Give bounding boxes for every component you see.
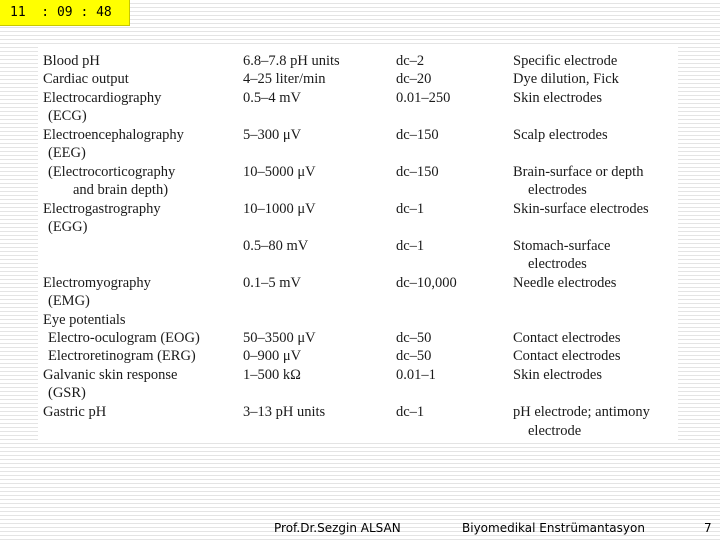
table-row <box>38 366 678 384</box>
method-cell: Scalp electrodes <box>513 127 608 143</box>
footer-course-title: Biyomedikal Enstrümantasyon <box>462 521 645 535</box>
method-cell: Skin electrodes <box>513 90 602 106</box>
method-cell: pH electrode; antimony <box>513 404 650 420</box>
frequency-cell: dc–1 <box>396 238 425 254</box>
table-row <box>38 70 678 88</box>
table-row <box>38 181 678 199</box>
parameter-cell: Galvanic skin response <box>43 367 178 383</box>
table-row <box>38 347 678 365</box>
parameter-cell: (GSR) <box>48 385 86 401</box>
frequency-cell: dc–2 <box>396 53 425 69</box>
table-row <box>38 52 678 70</box>
range-cell: 3–13 pH units <box>243 404 326 420</box>
method-cell: electrodes <box>528 182 587 198</box>
frequency-cell: dc–50 <box>396 330 432 346</box>
method-cell: Stomach-surface <box>513 238 611 254</box>
page-number: 7 <box>704 521 712 535</box>
table-row <box>38 126 678 144</box>
measurement-table <box>38 47 678 442</box>
range-cell: 0.5–4 mV <box>243 90 301 106</box>
parameter-cell: Blood pH <box>43 53 100 69</box>
range-cell: 0.5–80 mV <box>243 238 309 254</box>
table-row <box>38 292 678 310</box>
parameter-cell: Electro-oculogram (EOG) <box>48 330 200 346</box>
range-cell: 10–1000 μV <box>243 201 316 217</box>
table-row <box>38 274 678 292</box>
frequency-cell: 0.01–250 <box>396 90 451 106</box>
table-row <box>38 237 678 255</box>
parameter-cell: (EGG) <box>48 219 88 235</box>
method-cell: Brain-surface or depth <box>513 164 644 180</box>
method-cell: Skin electrodes <box>513 367 602 383</box>
frequency-cell: dc–10,000 <box>396 275 457 291</box>
table-row <box>38 255 678 273</box>
range-cell: 10–5000 μV <box>243 164 316 180</box>
parameter-cell: Electromyography <box>43 275 151 291</box>
table-row <box>38 89 678 107</box>
frequency-cell: dc–150 <box>396 164 439 180</box>
parameter-cell: and brain depth) <box>73 182 169 198</box>
method-cell: Needle electrodes <box>513 275 617 291</box>
parameter-cell: Electrogastrography <box>43 201 161 217</box>
parameter-cell: Electroretinogram (ERG) <box>48 348 196 364</box>
table-row <box>38 384 678 402</box>
table-row <box>38 163 678 181</box>
parameter-cell: Electrocardiography <box>43 90 162 106</box>
parameter-cell: Gastric pH <box>43 404 107 420</box>
parameter-cell: (EMG) <box>48 293 90 309</box>
parameter-cell: (ECG) <box>48 108 87 124</box>
frequency-cell: dc–50 <box>396 348 432 364</box>
range-cell: 50–3500 μV <box>243 330 316 346</box>
range-cell: 5–300 μV <box>243 127 302 143</box>
frequency-cell: dc–20 <box>396 71 432 87</box>
parameter-cell: Cardiac output <box>43 71 129 87</box>
parameter-cell: (EEG) <box>48 145 86 161</box>
table-row <box>38 200 678 218</box>
parameter-cell: Eye potentials <box>43 312 126 328</box>
table-row <box>38 422 678 440</box>
table-row <box>38 329 678 347</box>
frequency-cell: dc–150 <box>396 127 439 143</box>
table-row <box>38 311 678 329</box>
table-row <box>38 144 678 162</box>
frequency-cell: dc–1 <box>396 201 425 217</box>
method-cell: Contact electrodes <box>513 330 621 346</box>
range-cell: 1–500 kΩ <box>243 367 301 383</box>
range-cell: 0–900 μV <box>243 348 302 364</box>
clock-timer: 11 : 09 : 48 <box>0 0 130 26</box>
range-cell: 0.1–5 mV <box>243 275 301 291</box>
parameter-cell: Electroencephalography <box>43 127 184 143</box>
method-cell: Contact electrodes <box>513 348 621 364</box>
method-cell: electrode <box>528 423 582 439</box>
range-cell: 4–25 liter/min <box>243 71 326 87</box>
table-row <box>38 107 678 125</box>
footer-author: Prof.Dr.Sezgin ALSAN <box>274 521 401 535</box>
frequency-cell: 0.01–1 <box>396 367 436 383</box>
method-cell: Dye dilution, Fick <box>513 71 619 87</box>
range-cell: 6.8–7.8 pH units <box>243 53 340 69</box>
parameter-cell: (Electrocorticography <box>48 164 176 180</box>
method-cell: Skin-surface electrodes <box>513 201 649 217</box>
method-cell: Specific electrode <box>513 53 618 69</box>
table-row <box>38 218 678 236</box>
frequency-cell: dc–1 <box>396 404 425 420</box>
method-cell: electrodes <box>528 256 587 272</box>
table-row <box>38 403 678 421</box>
